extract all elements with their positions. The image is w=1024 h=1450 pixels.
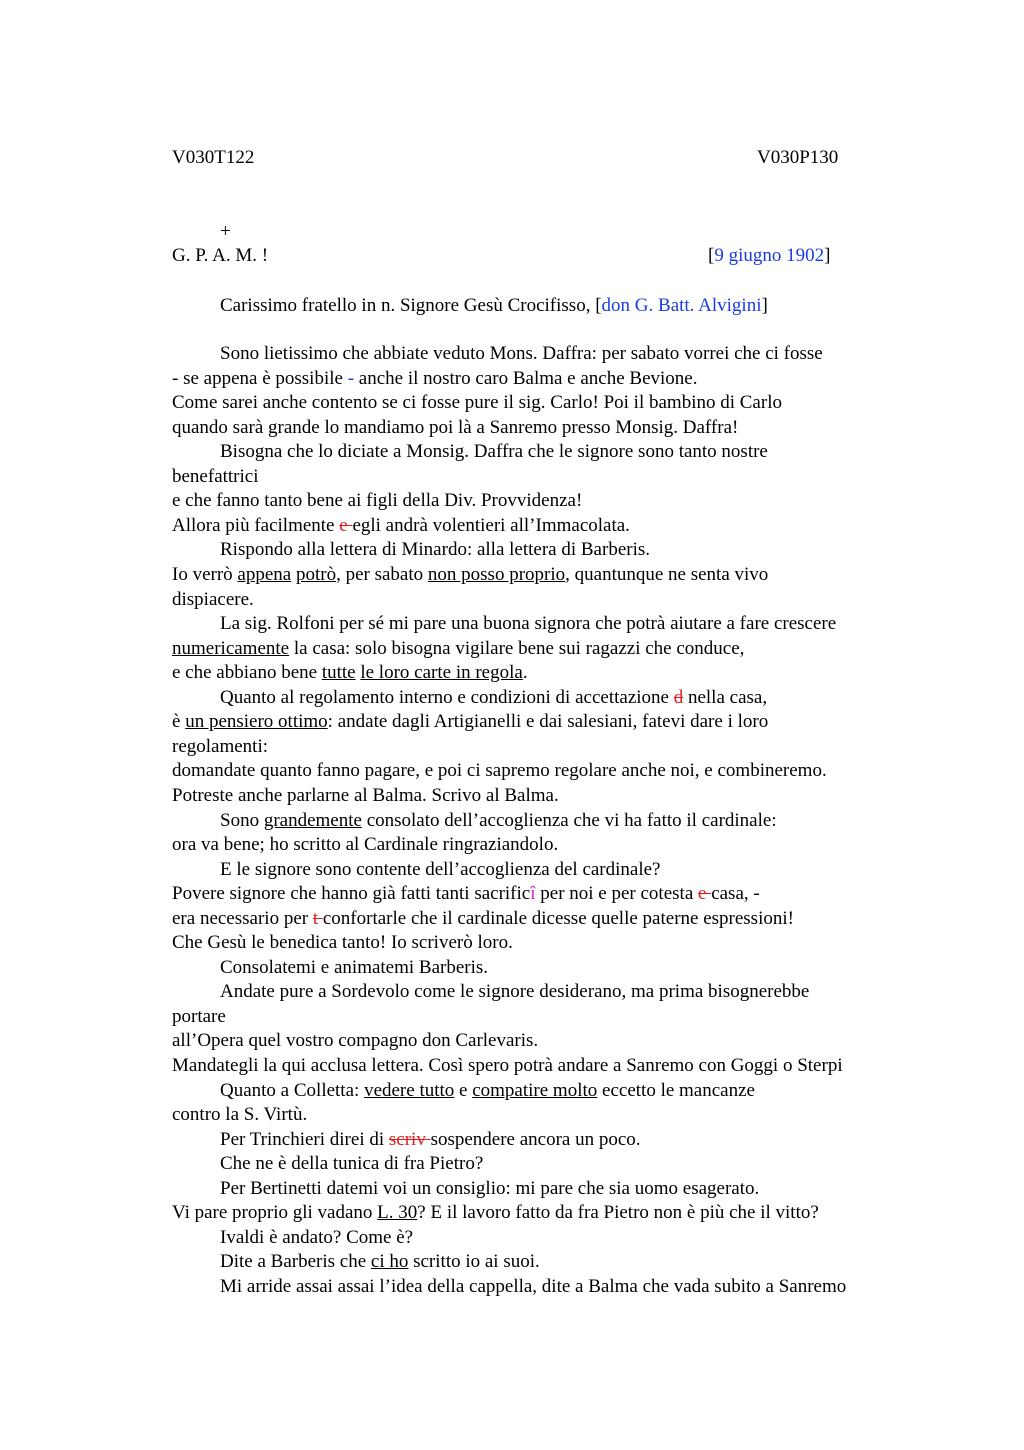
underlined-text: potrò	[295, 564, 337, 585]
line-text: Per Bertinetti datemi voi un consiglio: mi pare che sia uomo esagerato.	[220, 1177, 760, 1199]
document-code-left: V030T122	[172, 147, 255, 168]
letter-line	[220, 686, 767, 710]
line-text: Che ne è della tunica di fra Pietro?	[220, 1153, 484, 1175]
line-text: eccetto le mancanze	[597, 1079, 755, 1101]
letter-line	[172, 759, 827, 783]
letter-line	[172, 637, 744, 661]
letter-date	[708, 244, 830, 268]
underlined-text: grandemente	[263, 809, 362, 831]
letter-line	[220, 440, 768, 464]
motto: G. P. A. M. !	[172, 245, 269, 266]
letter-line	[172, 416, 738, 440]
letter-line	[172, 1054, 843, 1078]
letter-line	[220, 1250, 540, 1274]
letter-line	[172, 1029, 538, 1053]
letter-line	[220, 342, 823, 366]
line-text: confortarle che il cardinale dicesse quelle paterne espressioni!	[322, 907, 794, 929]
letter-line	[172, 514, 630, 538]
cross-mark: +	[220, 221, 231, 242]
letter-line	[172, 735, 268, 759]
underlined-text: appena	[237, 564, 292, 585]
line-text: Ivaldi è andato? Come è?	[220, 1226, 414, 1248]
letter-line	[220, 980, 809, 1004]
line-text: e che abbiano bene	[172, 662, 322, 684]
line-text: la casa: solo bisogna vigilare bene sui ragazzi che conduce,	[289, 637, 745, 659]
line-text: Consolatemi e animatemi Barberis.	[220, 956, 489, 978]
line-text: Allora più facilmente	[172, 514, 340, 536]
letter-line	[220, 612, 836, 636]
deleted-text: e	[339, 514, 353, 536]
line-text: : andate dagli Artigianelli e dai salesiani, fatevi dare i loro	[327, 711, 769, 733]
salutation-text: Carissimo fratello in n. Signore Gesù Crocifisso,	[220, 295, 596, 316]
deleted-text: scriv	[388, 1128, 431, 1150]
letter-line	[172, 588, 254, 612]
letter-line	[172, 563, 768, 587]
line-text: scritto io ai suoi.	[408, 1251, 540, 1273]
line-text: nella casa,	[683, 686, 768, 708]
line-text: Andate pure a Sordevolo come le signore desiderano, ma prima bisognerebbe	[220, 981, 810, 1003]
line-text: Potreste anche parlarne al Balma. Scrivo al Balma.	[172, 784, 559, 806]
date-bracket-close: ]	[824, 245, 831, 266]
page-code-right: V030P130	[757, 147, 839, 168]
line-text: Dite a Barberis che	[220, 1251, 371, 1273]
line-text: regolamenti:	[172, 735, 269, 757]
underlined-text: compatire molto	[472, 1079, 598, 1101]
underlined-text: L. 30	[377, 1202, 418, 1224]
letter-line	[220, 538, 650, 562]
recipient-name: don G. Batt. Alvigini	[601, 295, 762, 316]
line-text: dispiacere.	[172, 588, 254, 610]
letter-line	[172, 710, 768, 734]
line-text: sospendere ancora un poco.	[430, 1128, 641, 1150]
line-text: Come sarei anche contento se ci fosse pure il sig. Carlo! Poi il bambino di Carlo	[172, 392, 782, 414]
line-text: per noi e per cotesta	[535, 883, 698, 905]
line-text: benefattrici	[172, 465, 259, 487]
line-text: , quantunque ne senta vivo	[565, 564, 769, 585]
deleted-text: d	[673, 686, 684, 708]
line-text: Sono	[220, 809, 264, 831]
line-text: Mandategli la qui acclusa lettera. Così spero potrà andare a Sanremo con Goggi o Sterpi	[172, 1055, 843, 1076]
letter-line	[172, 367, 697, 391]
line-text: Sono lietissimo che abbiate veduto Mons. Daffra: per sabato vorrei che ci fosse	[220, 343, 823, 364]
line-text: , per sabato	[336, 564, 428, 585]
underlined-text: ci ho	[370, 1251, 409, 1273]
line-text: portare	[172, 1005, 226, 1027]
recipient-bracket-close: ]	[761, 295, 768, 316]
letter-line	[220, 956, 488, 980]
line-text: anche il nostro caro Balma e anche Bevione.	[354, 367, 698, 389]
line-text: - se appena è possibile	[172, 367, 348, 389]
line-text: Quanto al regolamento interno e condizioni di accettazione	[220, 686, 674, 708]
salutation	[220, 294, 768, 318]
letter-line	[172, 661, 528, 685]
line-text: Io verrò	[172, 564, 238, 585]
line-text: e	[454, 1079, 473, 1101]
accent-char: î	[530, 883, 536, 905]
letter-line	[172, 1103, 307, 1127]
underlined-text: non posso proprio	[427, 564, 566, 585]
letter-line	[220, 1275, 846, 1299]
line-text: era necessario per	[172, 907, 313, 929]
line-text: contro la S. Virtù.	[172, 1104, 308, 1126]
letter-line	[220, 1152, 483, 1176]
line-text: consolato dell’accoglienza che vi ha fatto il cardinale:	[361, 809, 777, 831]
deleted-text: t	[312, 907, 323, 929]
line-text: e che fanno tanto bene ai figli della Div. Provvidenza!	[172, 490, 583, 512]
letter-line	[172, 882, 760, 906]
letter-line	[172, 931, 513, 955]
line-text: .	[522, 662, 528, 684]
date-bracket-open: [	[708, 245, 715, 266]
deleted-text: e	[698, 883, 712, 905]
letter-line	[220, 1079, 755, 1103]
underlined-text: tutte	[321, 662, 356, 684]
line-text: Che Gesù le benedica tanto! Io scriverò loro.	[172, 932, 513, 954]
letter-line	[172, 833, 558, 857]
letter-line	[220, 1177, 759, 1201]
letter-line	[172, 465, 259, 489]
letter-line	[220, 1226, 413, 1250]
line-text: casa, -	[711, 883, 760, 905]
underlined-text: un pensiero ottimo	[185, 711, 328, 733]
letter-line	[172, 489, 582, 513]
recipient-bracket-open: [	[595, 295, 602, 316]
line-text: egli andrà volentieri all’Immacolata.	[352, 514, 630, 536]
line-text: Vi pare proprio gli vadano	[172, 1202, 378, 1224]
letter-line	[220, 858, 661, 882]
line-text: Povere signore che hanno già fatti tanti sacrific	[172, 883, 531, 905]
line-text: è	[172, 711, 186, 733]
letter-line	[172, 1201, 819, 1225]
underlined-text: numericamente	[172, 637, 290, 659]
date-text: 9 giugno 1902	[714, 245, 825, 266]
letter-line	[220, 809, 777, 833]
line-text: quando sarà grande lo mandiamo poi là a Sanremo presso Monsig. Daffra!	[172, 416, 739, 438]
line-text: Quanto a Colletta:	[220, 1079, 365, 1101]
letter-line	[220, 1128, 641, 1152]
line-text: ora va bene; ho scritto al Cardinale ringraziandolo.	[172, 834, 559, 855]
line-text: Mi arride assai assai l’idea della cappella, dite a Balma che vada subito a Sanremo	[220, 1275, 847, 1297]
underlined-text: le loro carte in regola	[360, 662, 523, 684]
editor-text: -	[347, 367, 355, 389]
letter-line	[172, 1005, 226, 1029]
line-text: Bisogna che lo diciate a Monsig. Daffra che le signore sono tanto nostre	[220, 441, 768, 463]
letter-line	[172, 784, 559, 808]
line-text: domandate quanto fanno pagare, e poi ci sapremo regolare anche noi, e combineremo.	[172, 760, 827, 782]
line-text: La sig. Rolfoni per sé mi pare una buona signora che potrà aiutare a fare crescere	[220, 613, 837, 634]
line-text: E le signore sono contente dell’accoglienza del cardinale?	[220, 858, 661, 880]
line-text: Rispondo alla lettera di Minardo: alla lettera di Barberis.	[220, 539, 651, 561]
letter-line	[172, 391, 782, 415]
line-text: ? E il lavoro fatto da fra Pietro non è più che il vitto?	[417, 1202, 819, 1224]
letter-line	[172, 907, 794, 931]
line-text: Per Trinchieri direi di	[220, 1128, 389, 1150]
line-text: all’Opera quel vostro compagno don Carlevaris.	[172, 1030, 539, 1052]
underlined-text: vedere tutto	[364, 1079, 455, 1101]
